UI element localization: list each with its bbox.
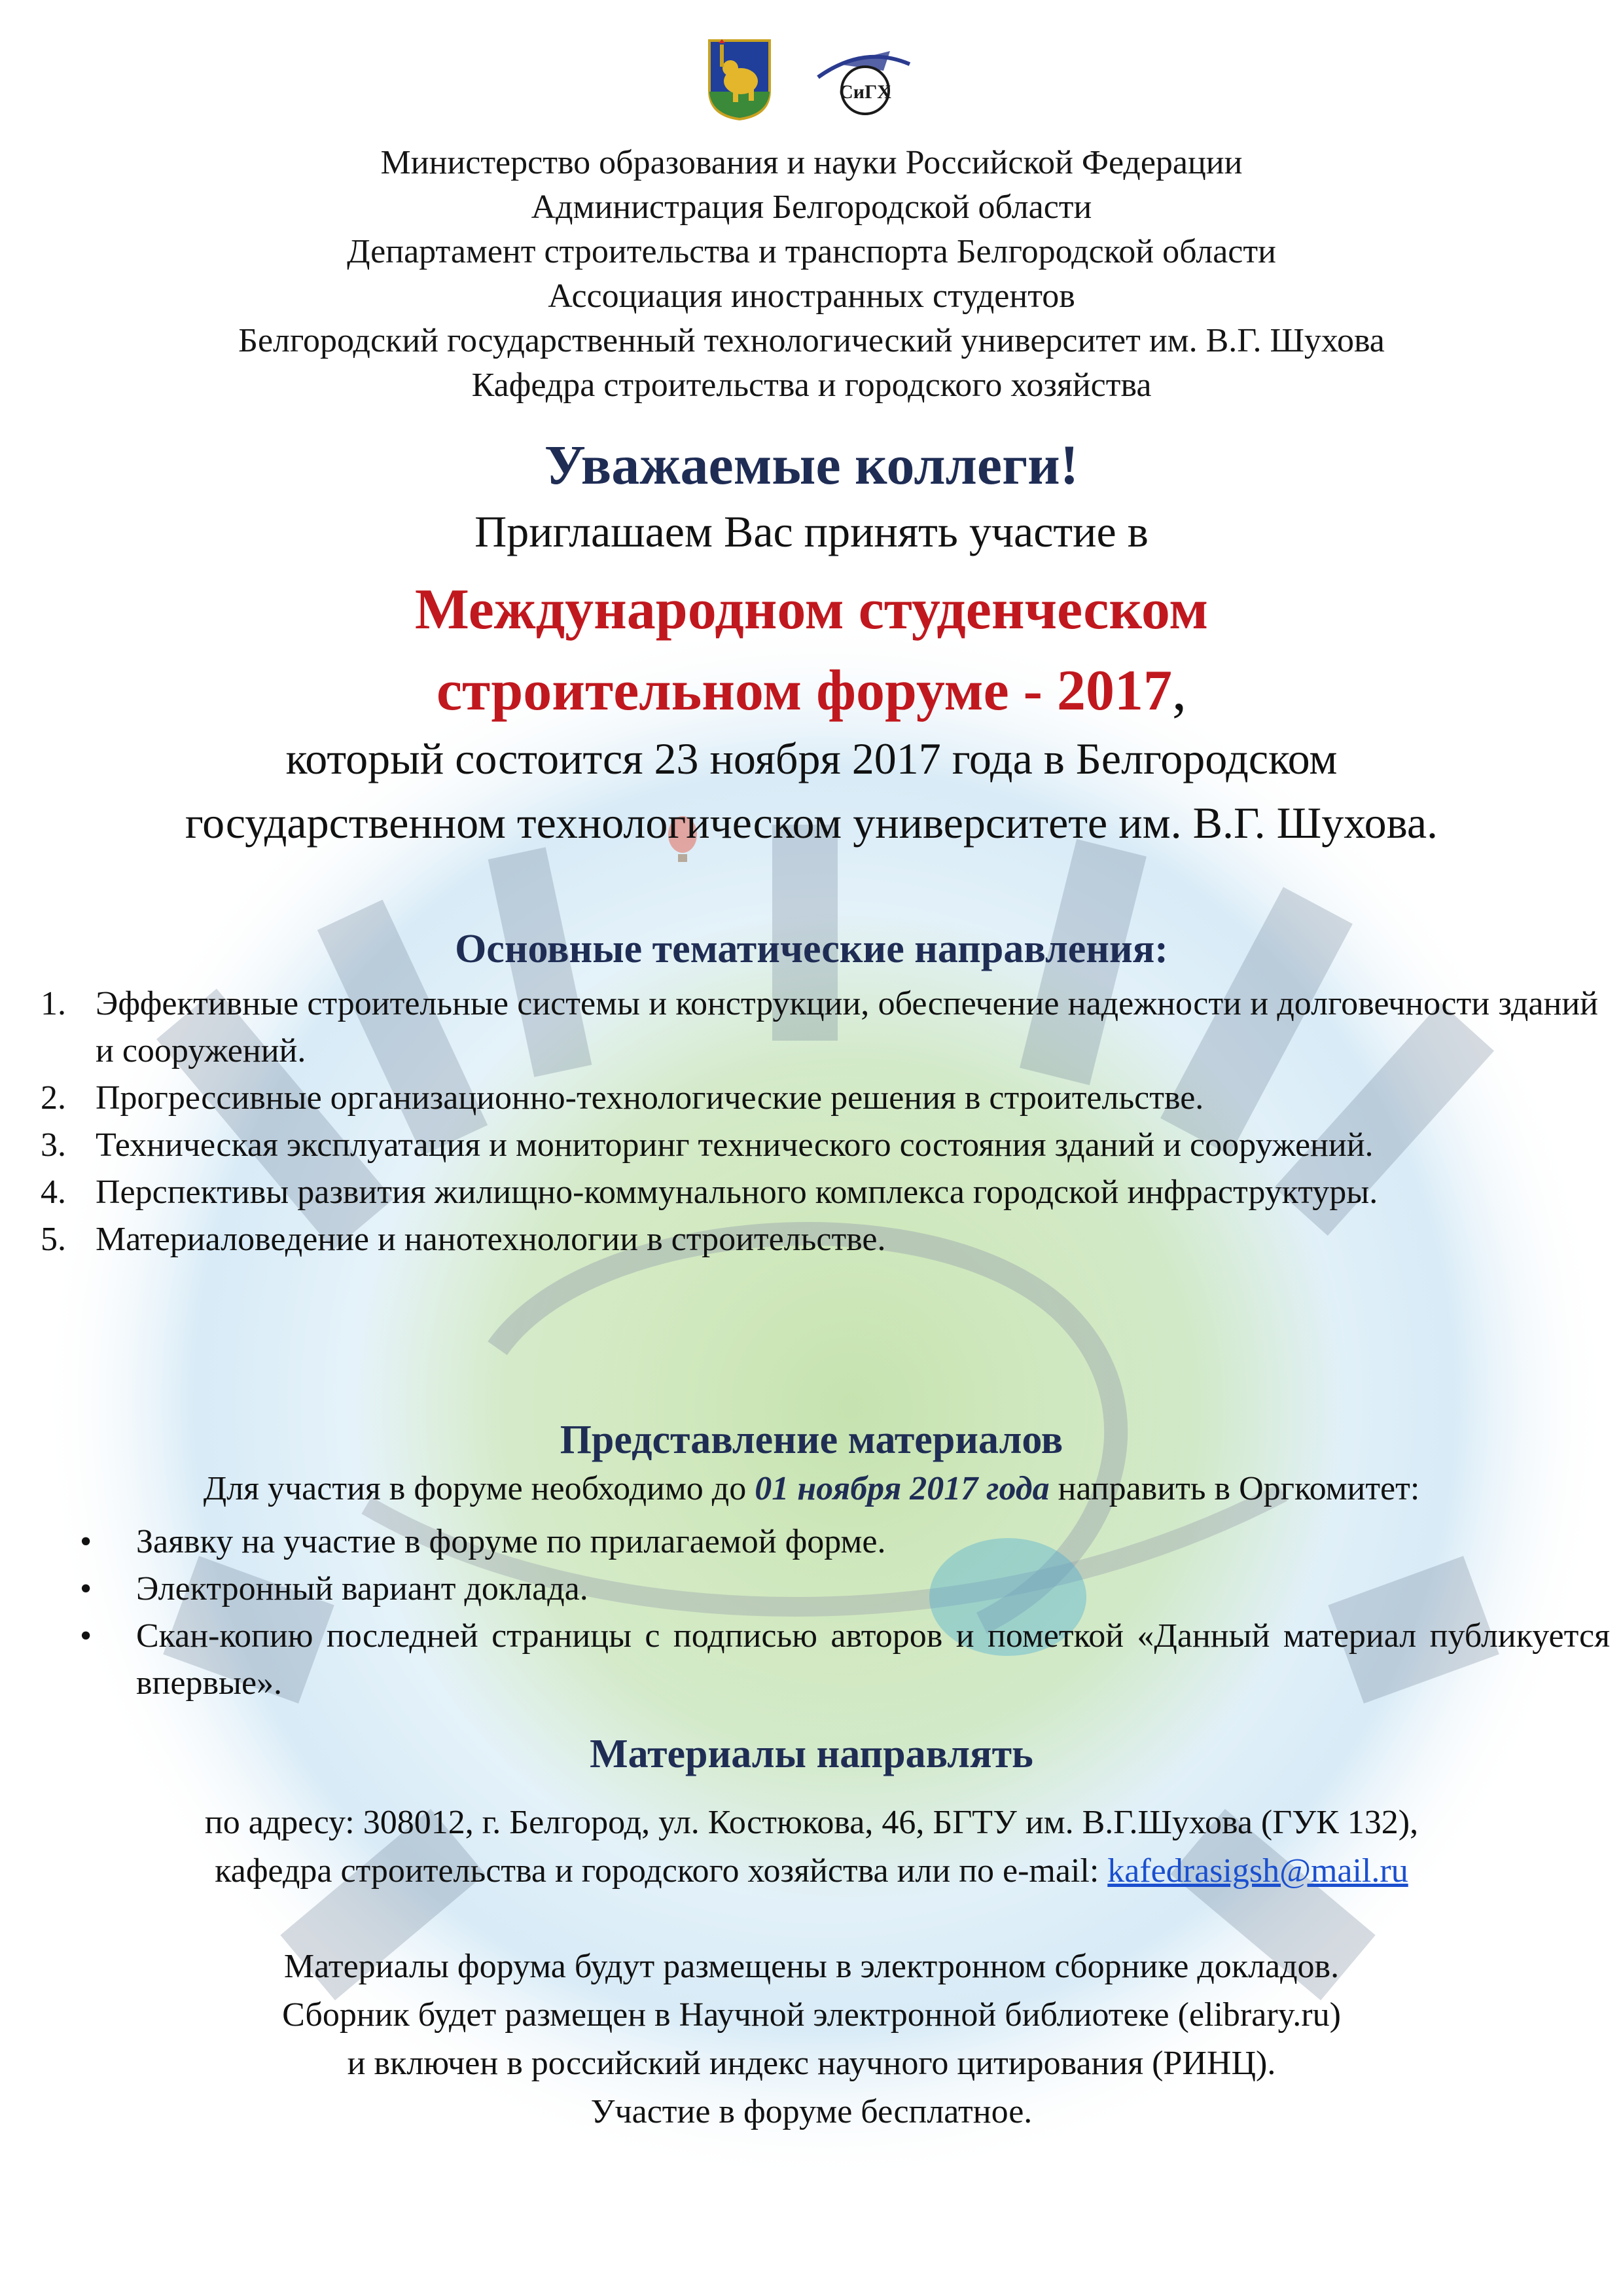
invite-line: Приглашаем Вас принять участие в	[474, 507, 1149, 556]
list-item-number: 1.	[41, 985, 66, 1022]
submission-deadline: 01 ноября 2017 года	[755, 1470, 1050, 1507]
org-line: Департамент строительства и транспорта Белгородской области	[347, 233, 1276, 270]
topics-list	[41, 980, 1598, 1263]
logos-row	[0, 38, 1623, 122]
bstu-emblem-icon	[812, 38, 916, 122]
list-item-text: Скан-копию последней страницы с подписью авторов и пометкой «Данный материал публикуется впервые».	[136, 1617, 1610, 1702]
submission-intro-before: Для участия в форуме необходимо до	[203, 1470, 755, 1507]
list-item-text: Перспективы развития жилищно-коммунального комплекса городской инфраструктуры.	[96, 1174, 1378, 1211]
list-item	[41, 1216, 1598, 1263]
address-line-2	[0, 1847, 1623, 1895]
bullet-icon: •	[80, 1570, 92, 1607]
submission-intro	[0, 1466, 1623, 1512]
submission-requirements-list	[80, 1518, 1610, 1707]
note-line: Материалы форума будут размещены в электронном сборнике докладов.	[283, 1948, 1340, 1985]
event-title-line-2	[0, 651, 1623, 732]
list-item	[80, 1566, 1610, 1613]
list-item-text: Прогрессивные организационно-технологические решения в строительстве.	[96, 1079, 1204, 1117]
list-item-text: Эффективные строительные системы и конструкции, обеспечение надежности и долговечности зданий и сооружений.	[96, 985, 1598, 1069]
topics-heading: Основные тематические направления:	[455, 927, 1168, 971]
greeting-heading: Уважаемые коллеги!	[544, 433, 1079, 496]
list-item	[41, 1075, 1598, 1122]
note-line: Сборник будет размещен в Научной электронной библиотеке (elibrary.ru)	[282, 1996, 1341, 2034]
org-line: Кафедра строительства и городского хозяйства	[471, 367, 1152, 404]
list-item-text: Материаловедение и нанотехнологии в строительстве.	[96, 1221, 886, 1258]
mailing-address	[0, 1799, 1623, 1895]
list-item-number: 2.	[41, 1079, 66, 1117]
event-date-line-1: который состоится 23 ноября 2017 года в Белгородском	[285, 734, 1338, 783]
org-line: Администрация Белгородской области	[531, 188, 1092, 226]
event-date-line-2: государственном технологическом университете им. В.Г. Шухова.	[185, 798, 1438, 848]
address-line-2-text: кафедра строительства и городского хозяйства или по e-mail:	[215, 1852, 1108, 1890]
org-line: Ассоциация иностранных студентов	[548, 278, 1075, 315]
event-title-comma: ,	[1171, 659, 1186, 723]
list-item-text: Электронный вариант доклада.	[136, 1570, 588, 1607]
org-line: Белгородский государственный технологический университет им. В.Г. Шухова	[238, 322, 1385, 359]
org-line: Министерство образования и науки Российской Федерации	[380, 144, 1243, 181]
list-item	[80, 1518, 1610, 1566]
note-line: Участие в форуме бесплатное.	[590, 2093, 1033, 2130]
organizers-block	[0, 141, 1623, 408]
submission-intro-after: направить в Оргкомитет:	[1049, 1470, 1420, 1507]
event-date-place	[0, 726, 1623, 855]
note-line: и включен в российский индекс научного цитирования (РИНЦ).	[347, 2045, 1276, 2082]
list-item	[41, 980, 1598, 1075]
list-item-number: 4.	[41, 1174, 66, 1211]
list-item	[41, 1122, 1598, 1169]
send-materials-heading: Материалы направлять	[590, 1732, 1033, 1776]
list-item-text: Заявку на участие в форуме по прилагаемой форме.	[136, 1523, 886, 1560]
list-item	[80, 1613, 1610, 1707]
email-link[interactable]: kafedrasigsh@mail.ru	[1107, 1852, 1408, 1890]
list-item-number: 5.	[41, 1221, 66, 1258]
list-item-number: 3.	[41, 1126, 66, 1164]
bstu-emblem-text: СиГХ	[839, 81, 891, 103]
closing-notes	[0, 1943, 1623, 2136]
bullet-icon: •	[80, 1617, 92, 1655]
submission-heading: Представление материалов	[560, 1418, 1063, 1462]
belgorod-coat-of-arms-icon	[707, 38, 772, 122]
address-line-1: по адресу: 308012, г. Белгород, ул. Костюкова, 46, БГТУ им. В.Г.Шухова (ГУК 132),	[204, 1804, 1419, 1841]
event-title-line-1: Международном студенческом	[414, 578, 1209, 641]
bullet-icon: •	[80, 1523, 92, 1560]
event-title	[0, 569, 1623, 732]
list-item-text: Техническая эксплуатация и мониторинг технического состояния зданий и сооружений.	[96, 1126, 1374, 1164]
event-title-line-2-text: строительном форуме - 2017	[437, 659, 1172, 723]
list-item	[41, 1169, 1598, 1216]
